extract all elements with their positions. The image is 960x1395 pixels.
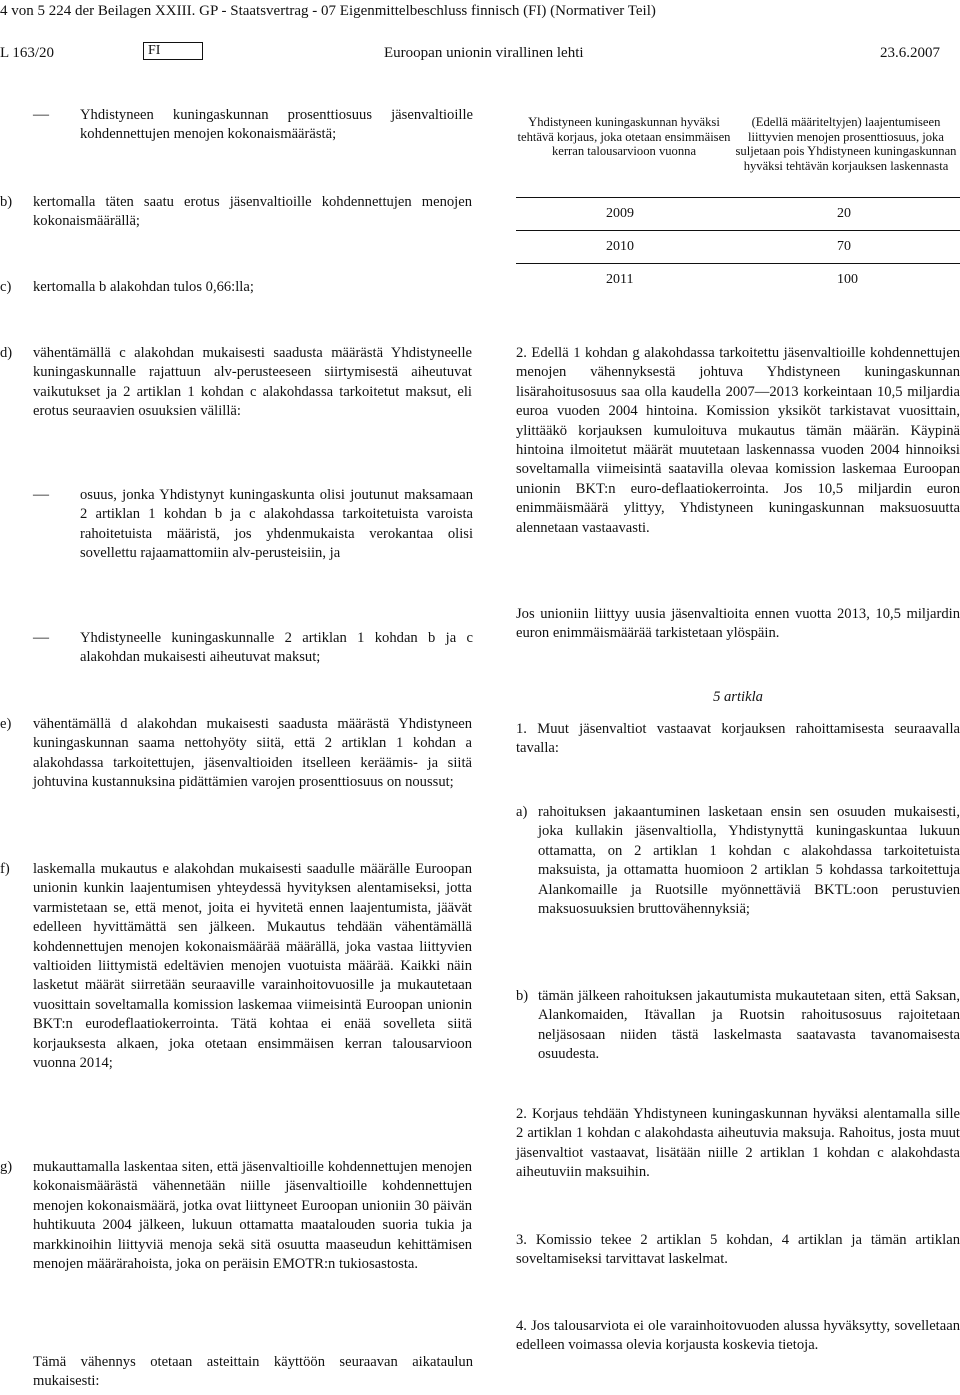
item-text: mukauttamalla laskentaa siten, että jäsenvaltioille kohdennettujen menojen kokonaismäärästä vähennetään niille jäsenvaltioille kohdennettujen menojen kokonaismäärä, jotka ovat liittyneet Euroopan unioniin 30 päivän huhtikuuta 2004 jälkeen, lukuun ottamatta maatalouden suoria tukia ja markkinoihin liittyviä menoja sekä sitä osuutta maaseudun kehittämisen menojen määrärahoista, joka on peräisin EMOTR:n tukiosastosta. — [33, 1159, 472, 1273]
dash-text: Yhdistyneen kuningaskunnan prosenttiosuus jäsenvaltioille kohdennettujen menojen kokonaismäärästä; — [80, 107, 473, 143]
col-header-percent — [732, 108, 960, 173]
item-label: b) — [0, 194, 13, 210]
item-label: g) — [0, 1159, 13, 1175]
list-item-a — [516, 803, 960, 919]
item-text: vähentämällä d alakohdan mukaisesti saadusta määrästä Yhdistyneen kuningaskunnan saama nettohyöty siitä, että 2 artiklan 1 kohdan a alakohdassa tarkoitettujen, jäsenvaltioiden itselleen keräämis- ja siitä johtuvina kustannuksina pidättämien varojen prosenttiosuus on noussut; — [33, 716, 472, 791]
dash-item-intro — [33, 106, 473, 145]
dash-mark: — — [33, 106, 49, 123]
item-text: tämän jälkeen rahoituksen jakautumista mukautetaan siten, että Saksan, Alankomaiden, Itävallan ja Ruotsin rahoitusosuus rajoitetaan neljäsosaan niiden tästä laskelmasta saatavasta tavanomaisesta osuudesta. — [538, 988, 960, 1063]
language-code-box: FI — [143, 42, 203, 60]
col-header-year-text: Yhdistyneen kuningaskunnan hyväksi tehtävä korjaus, joka otetaan ensimmäisen kerran talousarvioon vuonna — [517, 115, 731, 159]
article-title — [516, 688, 960, 707]
paragraph-text: 2. Korjaus tehdään Yhdistyneen kuningaskunnan hyväksi alentamalla sille 2 artiklan 1 kohdan c alakohdasta aiheutuvia maksuja. Rahoitus, josta muut jäsenvaltiot vastaavat, lisätään niille 2 artiklan 1 kohdan c alakohdasta aiheutuviin maksuihin. — [516, 1106, 960, 1181]
dash-item-2 — [33, 629, 473, 668]
item-label: a) — [516, 804, 528, 820]
dash-mark: — — [33, 629, 49, 646]
document-top-header: 4 von 5 224 der Beilagen XXIII. GP - Staatsvertrag - 07 Eigenmittelbeschluss finnisch (FI) (Normativer Teil) — [0, 3, 656, 19]
paragraph-text: Jos unioniin liittyy uusia jäsenvaltioita ennen vuotta 2013, 10,5 miljardin euron enimmäismäärää tarkistetaan ylöspäin. — [516, 606, 960, 642]
dash-text: Yhdistyneelle kuningaskunnalle 2 artiklan 1 kohdan b ja c alakohdan mukaisesti aiheutuvat maksut; — [80, 630, 473, 666]
article-paragraph-1 — [516, 720, 960, 759]
reduction-schedule-table — [516, 108, 960, 296]
list-item-e — [0, 715, 472, 793]
list-item-b-right — [516, 987, 960, 1065]
closing-text: Tämä vähennys otetaan asteittain käyttöön seuraavan aikataulun mukaisesti: — [33, 1354, 473, 1390]
paragraph-text: 3. Komissio tekee 2 artiklan 5 kohdan, 4 artiklan ja tämän artiklan soveltamiseksi tarvittavat laskelmat. — [516, 1232, 960, 1268]
paragraph-text: 1. Muut jäsenvaltiot vastaavat korjauksen rahoittamisesta seuraavalla tavalla: — [516, 721, 960, 757]
table-header-row — [516, 108, 960, 173]
article-paragraph-4 — [516, 1317, 960, 1356]
dash-text: osuus, jonka Yhdistynyt kuningaskunta olisi joutunut maksamaan 2 artiklan 1 kohdan b ja c alakohdassa tarkoitetuista varoista rahoitetuista määristä, jos yhdenmukaista verokantaa olisi sovellettu rajaamattomiin alv-perusteisiin, ja — [80, 487, 473, 562]
item-text: laskemalla mukautus e alakohdan mukaisesti saadulle määrälle Euroopan unionin kunkin laajentumisen yhteydessä hyvityksen alentamiseksi, jotta varmistetaan se, että menot, joita ei hyvitetä ennen laajentumista, jäävät edelleen hyvittämättä sen jälkeen. Mukautus tehdään vähentämällä kohdennettujen menojen kokonaismäärää määrällä, joka vastaa liittyvien valtioiden liittymistä edeltävien menojen vuotuista määrää. Kaikki näin lasketut määrät siirretään seuraaville varainhoitovuosille ja mukautetaan vuosittain soveltamalla komission laskemaa viimeisintä Euroopan unionin BKT:n eurodeflaatiokerrointa. Tätä kohtaa ei enää sovelleta siitä korjauksesta alkaen, joka otetaan ensimmäisen kerran talousarvioon vuonna 2014; — [33, 861, 472, 1072]
table-row — [516, 230, 960, 263]
list-item-f — [0, 860, 472, 1073]
item-label: d) — [0, 345, 13, 361]
journal-title: Euroopan unionin virallinen lehti — [384, 45, 584, 61]
paragraph-join — [516, 605, 960, 644]
value-cell: 70 — [837, 238, 851, 254]
article-paragraph-2 — [516, 1105, 960, 1183]
year-cell: 2011 — [606, 271, 634, 287]
list-item-d — [0, 344, 472, 422]
value-cell: 100 — [837, 271, 858, 287]
item-label: e) — [0, 716, 12, 732]
paragraph-text: 2. Edellä 1 kohdan g alakohdassa tarkoitettu jäsenvaltioille kohdennettujen menojen vähennyksestä johtuva Yhdistyneen kuningaskunnan lisärahoitusosuus saa olla kaudella 2007—2013 korkeintaan 10,5 miljardia euroa vuoden 2004 hintoina. Komission yksiköt tarkistavat vuosittain, ylittääkö korjauksen kumuloituva mukautus tämän määrän. Käypinä hintoina ilmoitetut määrät muutetaan laskennassa vuoden 2004 hinnoiksi soveltamalla viimeisintä saatavilla olevaa komission laskemaa Euroopan unionin BKT:n euro-deflaatiokerrointa. Jos 10,5 miljardin euron enimmäismäärä ylittyy, Yhdistyneen kuningaskunnan maksuosuutta alennetaan vastaavasti. — [516, 345, 960, 536]
table-row — [516, 263, 960, 296]
item-label: f) — [0, 861, 10, 877]
year-cell: 2010 — [606, 238, 634, 254]
item-label: b) — [516, 988, 529, 1004]
year-cell: 2009 — [606, 205, 634, 221]
dash-mark: — — [33, 486, 49, 503]
list-item-g — [0, 1158, 472, 1274]
article-title-text: 5 artikla — [713, 689, 763, 705]
journal-date: 23.6.2007 — [880, 45, 940, 61]
oj-reference: L 163/20 — [0, 45, 55, 61]
paragraph-2 — [516, 344, 960, 538]
item-text: kertomalla täten saatu erotus jäsenvaltioille kohdennettujen menojen kokonaismäärällä; — [33, 194, 472, 230]
item-text: kertomalla b alakohdan tulos 0,66:lla; — [33, 279, 254, 295]
paragraph-text: 4. Jos talousarviota ei ole varainhoitovuoden alussa hyväksytty, sovelletaan edelleen voimassa olevia korjausta koskevia tietoja. — [516, 1318, 960, 1354]
dash-item-1 — [33, 486, 473, 564]
list-item-c — [0, 278, 472, 297]
item-label: c) — [0, 279, 12, 295]
table-row — [516, 197, 960, 230]
col-header-year — [516, 108, 732, 173]
article-paragraph-3 — [516, 1231, 960, 1270]
list-item-b — [0, 193, 472, 232]
value-cell: 20 — [837, 205, 851, 221]
item-text: vähentämällä c alakohdan mukaisesti saadusta määrästä Yhdistyneelle kuningaskunnalle rajattuun alv-perusteeseen siirtymisestä aiheutuvat vaikutukset ja 2 artiklan 1 kohdan c alakohdassa tarkoitetut maksut, eli erotus seuraavien osuuksien välillä: — [33, 345, 472, 420]
closing-paragraph — [33, 1353, 473, 1392]
col-header-percent-text: (Edellä määriteltyjen) laajentumiseen liittyvien menojen prosenttiosuus, joka suljetaan pois Yhdistyneen kuningaskunnan hyväksi tehtävän korjauksen laskennasta — [735, 115, 957, 173]
item-text: rahoituksen jakaantuminen lasketaan ensin sen osuuden mukaisesti, joka kullakin jäsenvaltiolla, Yhdistynyttä kuningaskuntaa lukuun ottamatta, on 2 artiklan 1 kohdan c alakohdassa tarkoitetuista maksuista, ja ottamatta huomioon 2 artiklan 5 kohdassa tarkoitettuja Alankomaille ja Ruotsille myönnettäviä BKTL:oon perustuvien maksuosuuksien bruttovähennyksiä; — [538, 804, 960, 918]
